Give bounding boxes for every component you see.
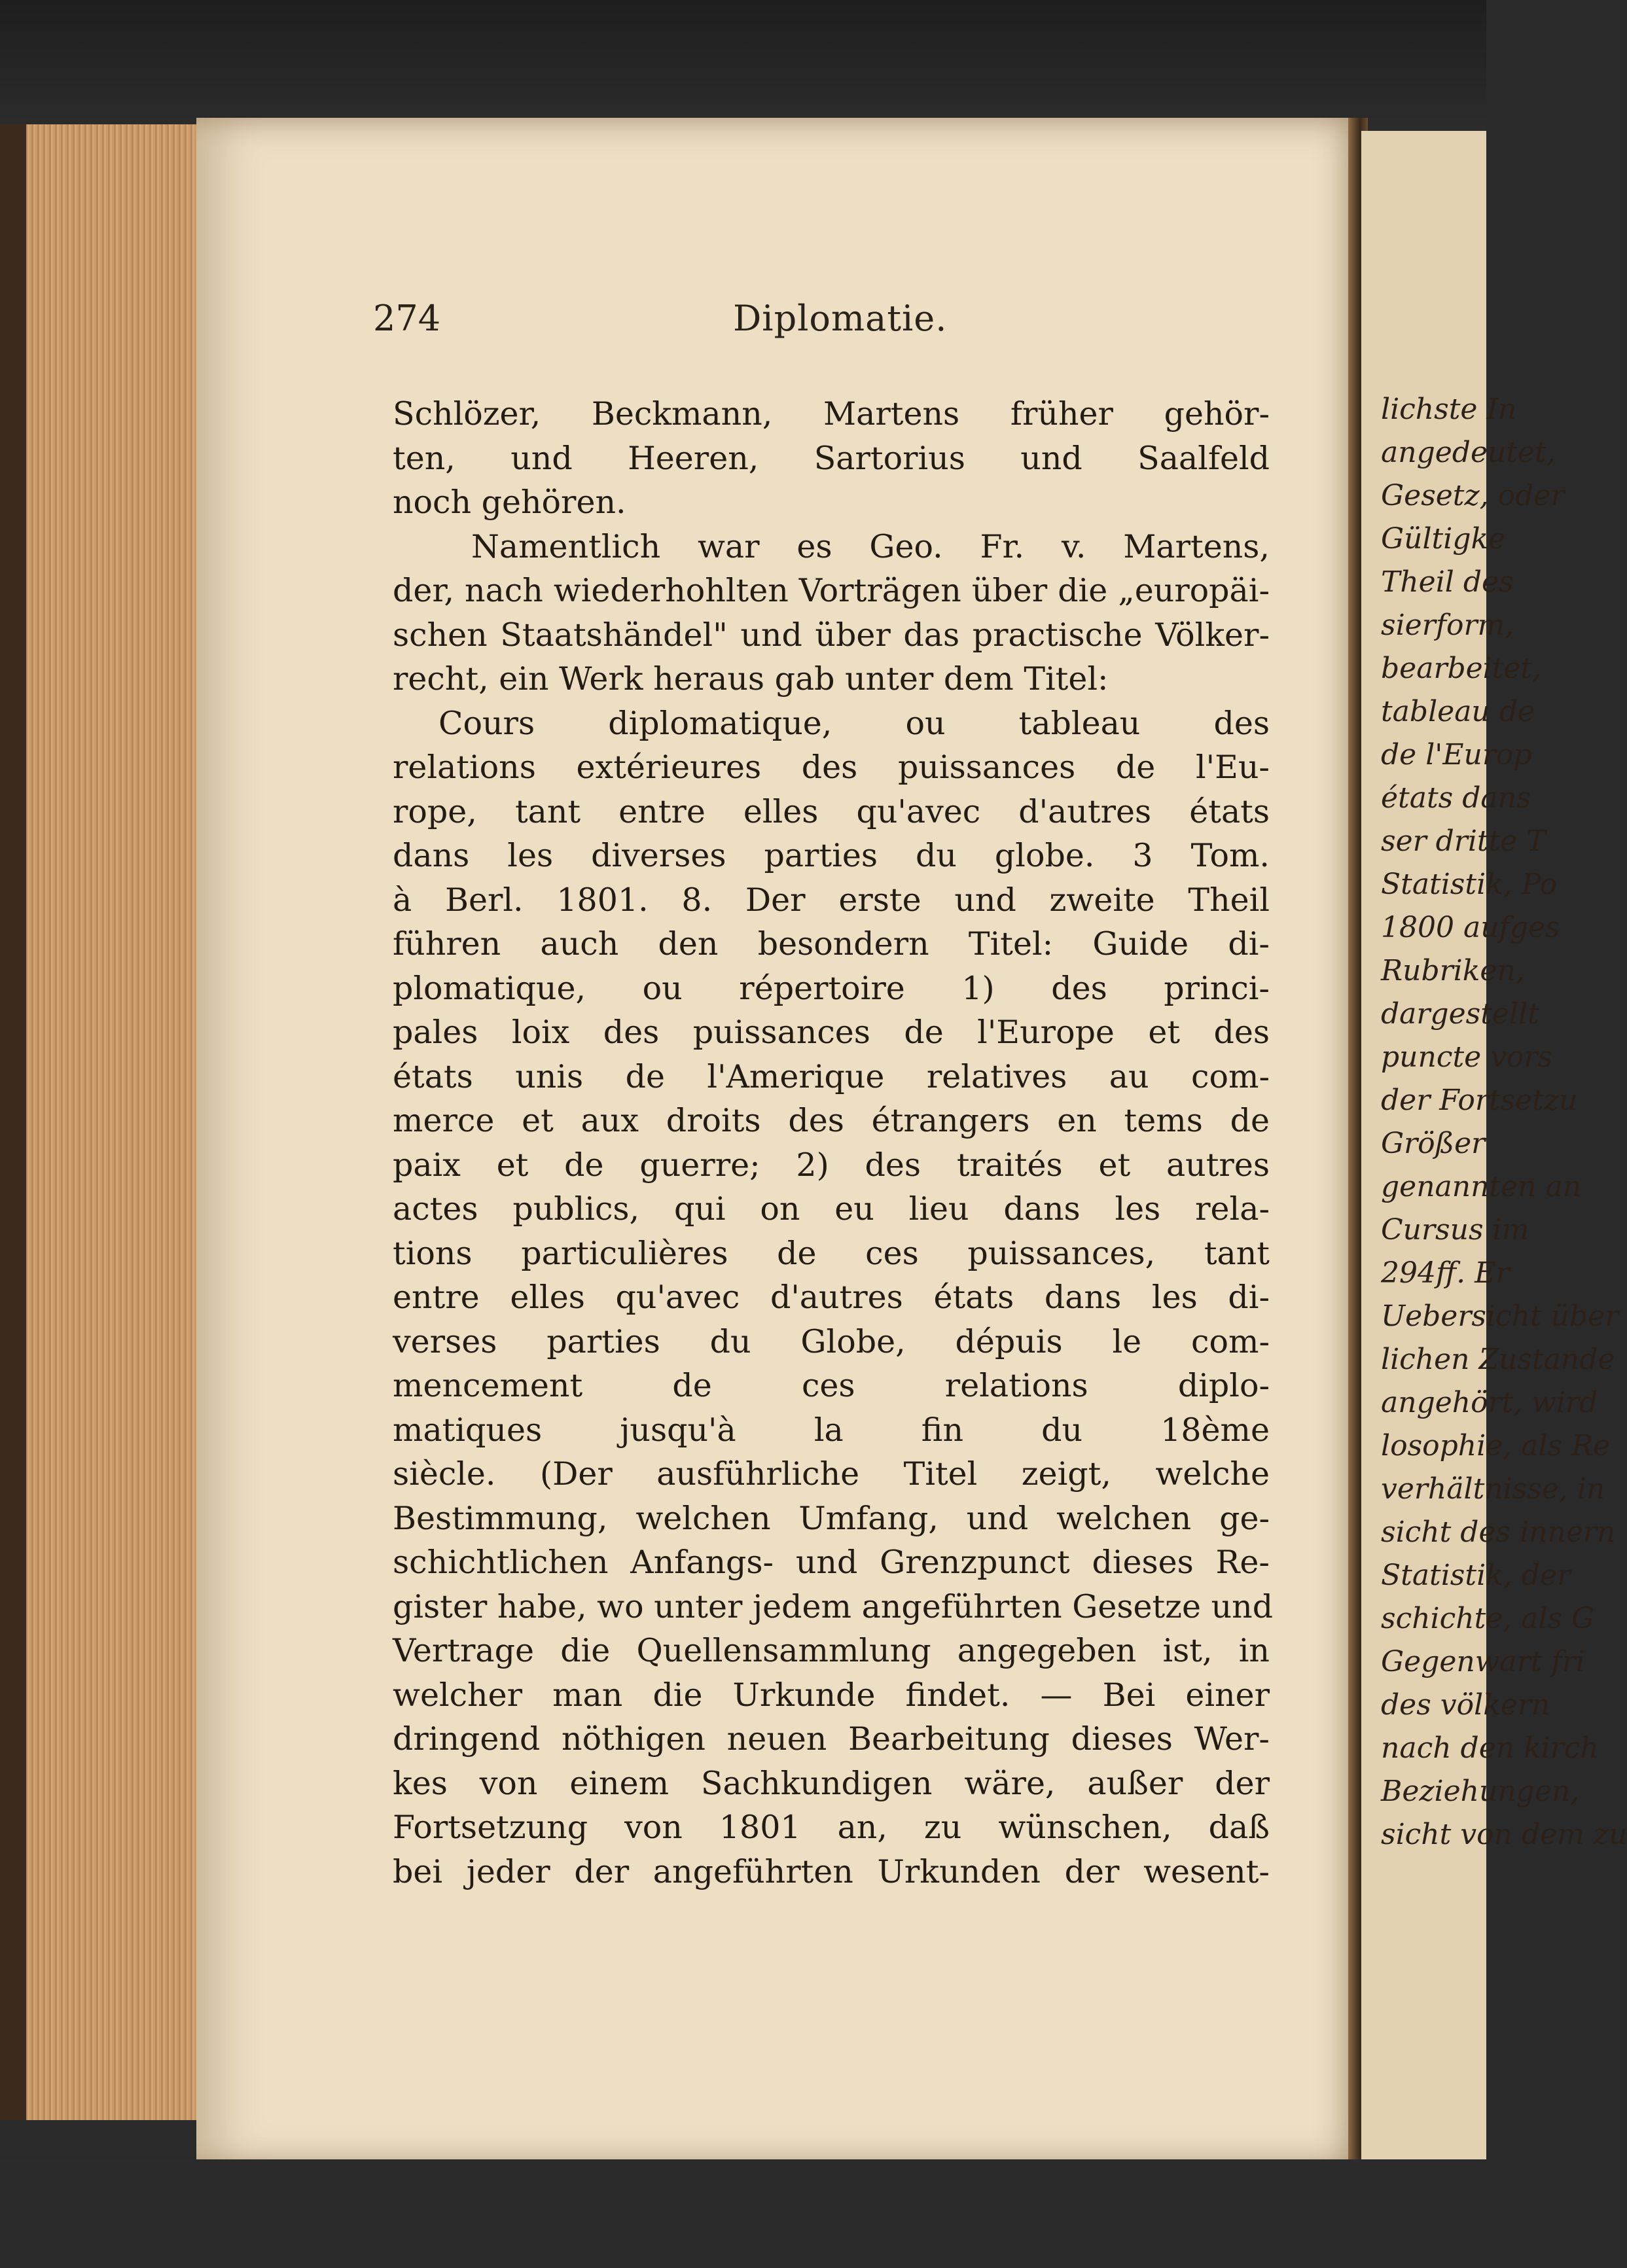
text-line: merce et aux droits des étrangers en tems de bbox=[393, 1102, 1270, 1139]
right-page-line: tableau de bbox=[1381, 695, 1535, 728]
page-header bbox=[373, 298, 1276, 350]
right-page-line: Theil des bbox=[1381, 565, 1514, 599]
text-line: mencement de ces relations diplo- bbox=[393, 1367, 1270, 1404]
right-page-line: bearbeitet, bbox=[1381, 652, 1542, 685]
text-line: dringend nöthigen neuen Bearbeitung dieses Wer- bbox=[393, 1720, 1270, 1758]
text-line: dans les diverses parties du globe. 3 Tom. bbox=[393, 837, 1270, 874]
right-page-line: sicht von dem zu bbox=[1381, 1818, 1627, 1851]
text-line: paix et de guerre; 2) des traités et autres bbox=[393, 1146, 1270, 1184]
right-page-line: lichen Zustande bbox=[1381, 1343, 1615, 1376]
right-page-line: losophie, als Re bbox=[1381, 1429, 1611, 1462]
right-page-line: der Fortsetzu bbox=[1381, 1084, 1578, 1117]
right-page-line: 294ff. Er bbox=[1381, 1256, 1510, 1290]
page-number: 274 bbox=[373, 298, 441, 339]
text-line: rope, tant entre elles qu'avec d'autres états bbox=[393, 792, 1270, 830]
text-line: verses parties du Globe, dépuis le com- bbox=[393, 1322, 1270, 1360]
text-line: états unis de l'Amerique relatives au com- bbox=[393, 1057, 1270, 1095]
right-page-line: ser dritte T bbox=[1381, 824, 1546, 858]
right-page-line: 1800 aufges bbox=[1381, 911, 1560, 944]
right-page-line: Uebersicht über bbox=[1381, 1300, 1619, 1333]
right-page-line: sicht des innern bbox=[1381, 1515, 1616, 1549]
text-line: recht, ein Werk heraus gab unter dem Titel: bbox=[393, 660, 1109, 698]
right-page-line: nach den kirch bbox=[1381, 1731, 1599, 1765]
right-page-line: Größer bbox=[1381, 1127, 1486, 1160]
right-page-line: schichte, als G bbox=[1381, 1602, 1595, 1635]
text-line: Fortsetzung von 1801 an, zu wünschen, daß bbox=[393, 1809, 1270, 1846]
right-page-line: genannten an bbox=[1381, 1170, 1582, 1203]
text-line: Schlözer, Beckmann, Martens früher gehör- bbox=[393, 395, 1270, 433]
text-line: führen auch den besondern Titel: Guide di- bbox=[393, 925, 1270, 963]
text-line: Cours diplomatique, ou tableau des bbox=[438, 704, 1270, 742]
text-line: à Berl. 1801. 8. Der erste und zweite Theil bbox=[393, 881, 1270, 919]
text-line: entre elles qu'avec d'autres états dans les di- bbox=[393, 1279, 1270, 1316]
text-line: ten, und Heeren, Sartorius und Saalfeld bbox=[393, 439, 1270, 477]
right-page-line: de l'Europ bbox=[1381, 738, 1532, 771]
text-line: Vertrage die Quellensammlung angegeben ist, in bbox=[393, 1632, 1270, 1669]
right-page-line: sierform, bbox=[1381, 609, 1514, 642]
right-page-line: angehört, wird bbox=[1381, 1386, 1598, 1419]
text-line: der, nach wiederhohlten Vorträgen über die „europäi- bbox=[393, 572, 1270, 609]
text-line: Namentlich war es Geo. Fr. v. Martens, bbox=[471, 527, 1270, 565]
right-page-line: Cursus im bbox=[1381, 1213, 1529, 1247]
background-top bbox=[0, 0, 1486, 131]
text-line: schen Staatshändel" und über das practische Völker- bbox=[393, 616, 1270, 654]
background-bottom bbox=[0, 2159, 1486, 2268]
right-page-line: Gegenwart fri bbox=[1381, 1645, 1585, 1678]
right-page-line: états dans bbox=[1381, 781, 1531, 815]
text-line: tions particulières de ces puissances, tant bbox=[393, 1234, 1270, 1272]
text-line: bei jeder der angeführten Urkunden der wesent- bbox=[393, 1852, 1270, 1890]
right-page-line: Statistik, der bbox=[1381, 1559, 1571, 1592]
right-page-line: des völkern bbox=[1381, 1688, 1550, 1722]
text-line: schichtlichen Anfangs- und Grenzpunct dieses Re- bbox=[393, 1544, 1270, 1581]
right-page-line: lichste In bbox=[1381, 393, 1517, 426]
text-line: kes von einem Sachkundigen wäre, außer der bbox=[393, 1764, 1270, 1802]
text-line: plomatique, ou répertoire 1) des princi- bbox=[393, 969, 1270, 1007]
right-page-line: Beziehungen, bbox=[1381, 1775, 1580, 1808]
text-line: Bestimmung, welchen Umfang, und welchen ge- bbox=[393, 1499, 1270, 1537]
text-line: siècle. (Der ausführliche Titel zeigt, welche bbox=[393, 1455, 1270, 1493]
page-edges bbox=[0, 124, 213, 2120]
right-page-line: Statistik, Po bbox=[1381, 868, 1558, 901]
text-line: relations extérieures des puissances de l'Eu- bbox=[393, 749, 1270, 786]
right-page bbox=[1361, 131, 1627, 2172]
text-line: gister habe, wo unter jedem angeführten Gesetze und bbox=[393, 1587, 1274, 1625]
right-page-line: Rubriken, bbox=[1381, 954, 1525, 987]
text-line: matiques jusqu'à la fin du 18ème bbox=[393, 1411, 1270, 1449]
running-title: Diplomatie. bbox=[733, 298, 948, 339]
right-page-line: verhältnisse, in bbox=[1381, 1472, 1605, 1506]
text-line: welcher man die Urkunde findet. — Bei einer bbox=[393, 1676, 1270, 1714]
right-page-line: angedeutet, bbox=[1381, 436, 1556, 469]
text-line: noch gehören. bbox=[393, 484, 626, 521]
book-spine-edge bbox=[0, 124, 26, 2120]
right-page-line: dargestellt bbox=[1381, 997, 1539, 1031]
right-page-line: puncte vors bbox=[1381, 1040, 1553, 1074]
right-page-line: Gültigke bbox=[1381, 522, 1506, 556]
text-line: pales loix des puissances de l'Europe et des bbox=[393, 1014, 1270, 1051]
text-line: actes publics, qui on eu lieu dans les rela- bbox=[393, 1190, 1270, 1228]
right-page-line: Gesetz, oder bbox=[1381, 479, 1565, 512]
